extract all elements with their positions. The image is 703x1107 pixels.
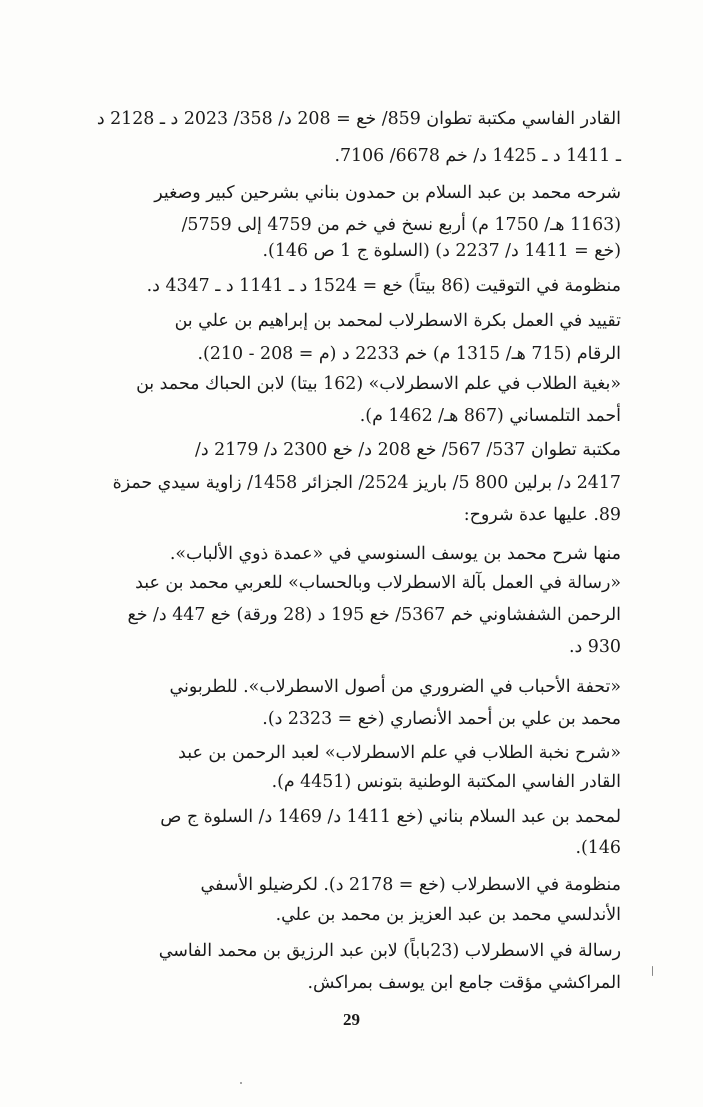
text-line: 146). — [575, 838, 621, 858]
text-line: المراكشي مؤقت جامع ابن يوسف بمراكش. — [307, 973, 621, 993]
text-line: منظومة في الاسطرلاب (خع = 2178 د). لكرضيلو الأسفي — [200, 875, 621, 895]
text-line: مكتبة تطوان 537/ 567/ خع 208 د/ خع 2300 د/ 2179 د/ — [195, 440, 621, 460]
scan-speck — [240, 1082, 242, 1084]
text-line: 89. عليها عدة شروح: — [463, 505, 621, 525]
text-line: القادر الفاسي مكتبة تطوان 859/ خع = 208 د/ 358/ 2023 د ـ 2128 د — [96, 109, 621, 129]
scan-speck — [652, 966, 653, 976]
page-number: 29 — [343, 1010, 360, 1029]
text-line: (خع = 1411 د/ 2237 د) (السلوة ج 1 ص 146). — [262, 241, 621, 261]
text-line: «شرح نخبة الطلاب في علم الاسطرلاب» لعبد الرحمن بن عبد — [178, 743, 621, 763]
text-line: محمد بن علي بن أحمد الأنصاري (خع = 2323 د). — [262, 709, 621, 729]
text-line: شرحه محمد بن عبد السلام بن حمدون بناني بشرحين كبير وصغير — [154, 183, 621, 203]
text-line: أحمد التلمساني (867 هـ/ 1462 م). — [359, 406, 621, 426]
text-line: القادر الفاسي المكتبة الوطنية بتونس (4451 م). — [271, 772, 621, 792]
text-line: لمحمد بن عبد السلام بناني (خع 1411 د/ 1469 د/ السلوة ج ص — [160, 807, 621, 827]
text-line: «بغية الطلاب في علم الاسطرلاب» (162 بيتا) لابن الحباك محمد بن — [136, 374, 621, 394]
text-line: منها شرح محمد بن يوسف السنوسي في «عمدة ذوي الألباب». — [169, 544, 621, 564]
text-line: «تحفة الأحباب في الضروري من أصول الاسطرلاب». للطربوني — [169, 677, 621, 697]
text-line: تقييد في العمل بكرة الاسطرلاب لمحمد بن إبراهيم بن علي بن — [174, 311, 621, 331]
text-line: الرقام (715 هـ/ 1315 م) خم 2233 د (م = 208 - 210). — [197, 344, 621, 364]
text-line: الأندلسي محمد بن عبد العزيز بن محمد بن علي. — [275, 905, 621, 925]
text-line: رسالة في الاسطرلاب (23باباً) لابن عبد الرزيق بن محمد الفاسي — [158, 941, 621, 961]
text-line: «رسالة في العمل بآلة الاسطرلاب وبالحساب» للعربي محمد بن عبد — [135, 573, 621, 593]
text-line: 930 د. — [568, 637, 621, 657]
text-line: (1163 هـ/ 1750 م) أربع نسخ في خم من 4759 إلى 5759/ — [181, 215, 621, 235]
text-line: 2417 د/ برلين 800 5/ باريز 2524/ الجزائر 1458/ زاوية سيدي حمزة — [112, 473, 621, 493]
text-line: الرحمن الشفشاوني خم 5367/ خع 195 د (28 ورقة) خع 447 د/ خع — [127, 605, 621, 625]
text-line: منظومة في التوقيت (86 بيتاً) خع = 1524 د ـ 1141 د ـ 4347 د. — [146, 276, 621, 296]
text-line: ـ 1411 د ـ 1425 د/ خم 6678/ 7106. — [334, 146, 621, 166]
